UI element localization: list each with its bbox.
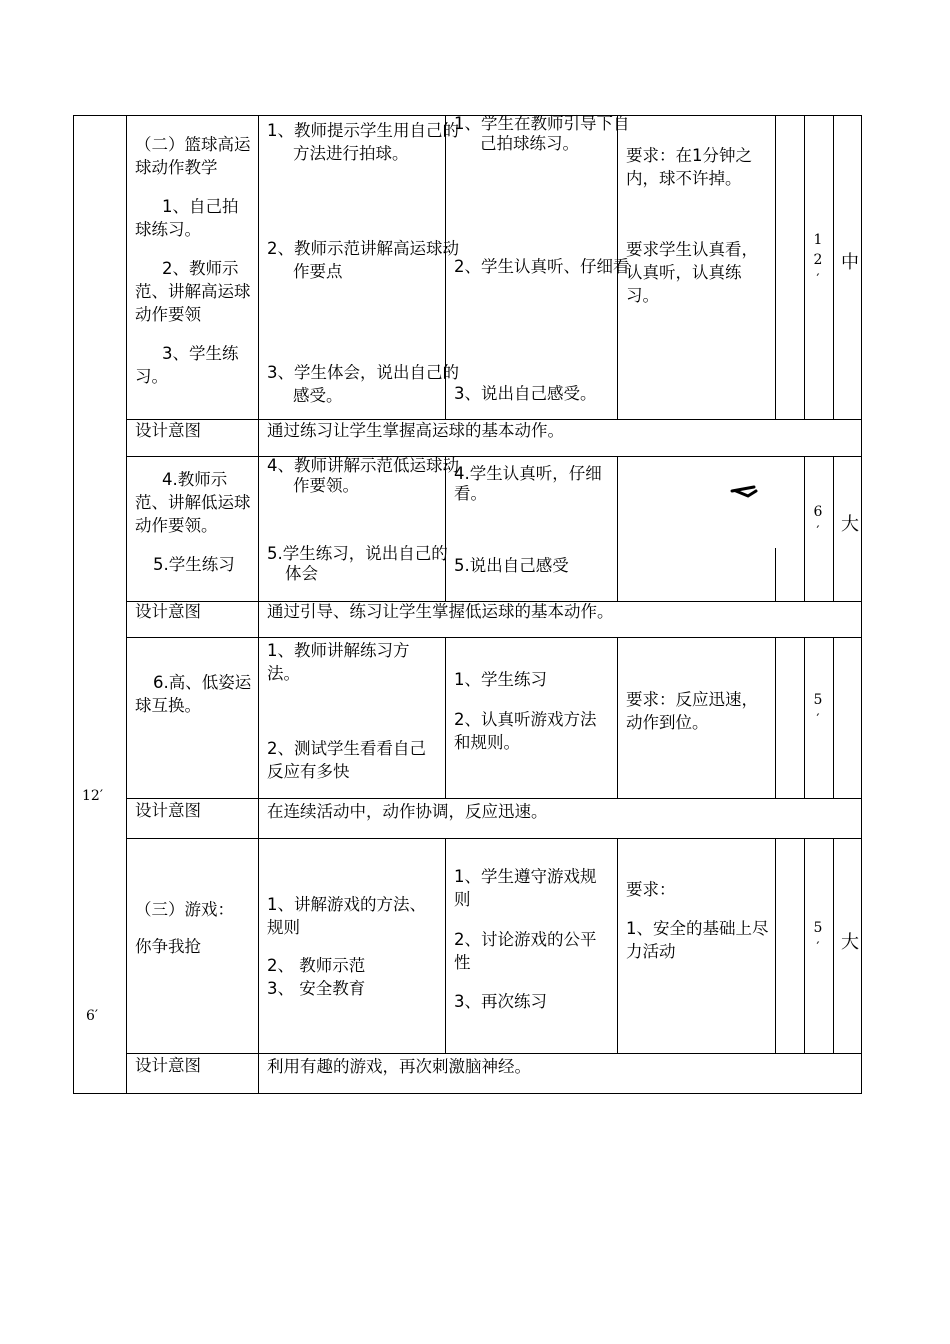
content-title: （二）篮球高运球动作教学 — [135, 135, 251, 177]
col-line — [445, 637, 446, 799]
teacher-step: 2、测试学生看看自己反应有多快 — [267, 739, 426, 781]
design-label: 设计意图 — [135, 602, 201, 621]
row-line — [126, 456, 862, 457]
row-line — [126, 1053, 862, 1054]
time-minutes: 5 ′ — [813, 920, 823, 956]
requirement: 1、安全的基础上尽力活动 — [626, 919, 769, 961]
teacher-step: 3、学生体会，说出自己的感受。 — [267, 363, 459, 405]
table-border-right — [861, 115, 862, 1094]
content-item: 4.教师示范、讲解低运球动作要领。 — [135, 470, 251, 535]
design-label: 设计意图 — [135, 1056, 201, 1075]
requirement: 要求：反应迅速，动作到位。 — [626, 690, 758, 732]
col-line — [775, 548, 776, 602]
time-minutes: 1 2 ′ — [813, 232, 823, 288]
student-step: 5.说出自己感受 — [454, 556, 569, 575]
game-name: 你争我抢 — [135, 937, 201, 956]
student-step: 4.学生认真听，仔细看。 — [454, 464, 602, 503]
student-step: 1、学生遵守游戏规则 — [454, 867, 597, 909]
student-step: 3、说出自己感受。 — [454, 384, 597, 403]
col-line — [804, 637, 805, 799]
teacher-step: 1、教师讲解练习方法。 — [267, 641, 410, 683]
content-item: 3、学生练习。 — [135, 344, 239, 386]
requirement: 要求： — [626, 880, 676, 899]
side-time-2: 6′ — [86, 1008, 99, 1024]
content-column-divider — [258, 115, 259, 1094]
col-line — [617, 838, 618, 1054]
col-line — [833, 637, 834, 799]
col-line — [775, 838, 776, 1054]
content-item: 2、教师示范、讲解高运球动作要领 — [135, 259, 251, 324]
student-step: 1、学生在教师引导下自己拍球练习。 — [454, 114, 630, 153]
content-item: 6.高、低姿运球互换。 — [135, 673, 252, 715]
design-text: 利用有趣的游戏，再次刺激脑神经。 — [267, 1057, 531, 1076]
time-minutes: 6 ′ — [813, 504, 823, 540]
intensity: 大 — [841, 514, 859, 535]
teacher-step: 5.学生练习，说出自己的体会 — [267, 544, 448, 583]
row-line — [126, 637, 862, 638]
teacher-step: 2、教师示范讲解高运球动作要点 — [267, 239, 459, 281]
scribble-mark — [730, 485, 758, 499]
teacher-step: 4、教师讲解示范低运球动作要领。 — [267, 456, 459, 495]
requirement: 要求：在1分钟之内，球不许掉。 — [626, 146, 752, 188]
col-line — [445, 838, 446, 1054]
col-line — [775, 637, 776, 799]
col-line — [833, 838, 834, 1054]
teacher-step: 3、 安全教育 — [267, 979, 366, 998]
col-line — [804, 838, 805, 1054]
content-item: 5.学生练习 — [153, 555, 235, 574]
col-line — [804, 456, 805, 602]
col-line — [617, 456, 618, 602]
table-border-left — [73, 115, 74, 1094]
col-line — [833, 456, 834, 602]
design-text: 通过引导、练习让学生掌握低运球的基本动作。 — [267, 602, 614, 621]
col-line — [833, 115, 834, 420]
design-label: 设计意图 — [135, 801, 201, 820]
col-line — [617, 637, 618, 799]
table-border-bottom — [73, 1093, 862, 1094]
requirement: 要求学生认真看，认真听，认真练习。 — [626, 240, 758, 305]
intensity: 大 — [841, 932, 859, 953]
row-line — [126, 798, 862, 799]
teacher-step: 2、 教师示范 — [267, 956, 366, 975]
design-text: 通过练习让学生掌握高运球的基本动作。 — [267, 421, 564, 440]
row-line — [126, 838, 862, 839]
col-line — [775, 115, 776, 420]
teacher-step: 1、讲解游戏的方法、规则 — [267, 895, 426, 937]
side-column-divider — [126, 115, 127, 1094]
intensity: 中 — [841, 252, 859, 273]
student-step: 3、再次练习 — [454, 992, 547, 1011]
student-step: 2、认真听游戏方法和规则。 — [454, 710, 597, 752]
side-time-1: 12′ — [82, 788, 103, 804]
student-step: 1、学生练习 — [454, 670, 547, 689]
design-text: 在连续活动中，动作协调，反应迅速。 — [267, 802, 548, 821]
time-minutes: 5 ′ — [813, 692, 823, 728]
content-item: 1、自己拍球练习。 — [135, 197, 239, 239]
col-line — [804, 115, 805, 420]
content-title: （三）游戏： — [135, 900, 234, 919]
design-label: 设计意图 — [135, 421, 201, 440]
teacher-step: 1、教师提示学生用自己的方法进行拍球。 — [267, 121, 459, 163]
student-step: 2、学生认真听、仔细看 — [454, 257, 630, 276]
student-step: 2、讨论游戏的公平性 — [454, 930, 597, 972]
